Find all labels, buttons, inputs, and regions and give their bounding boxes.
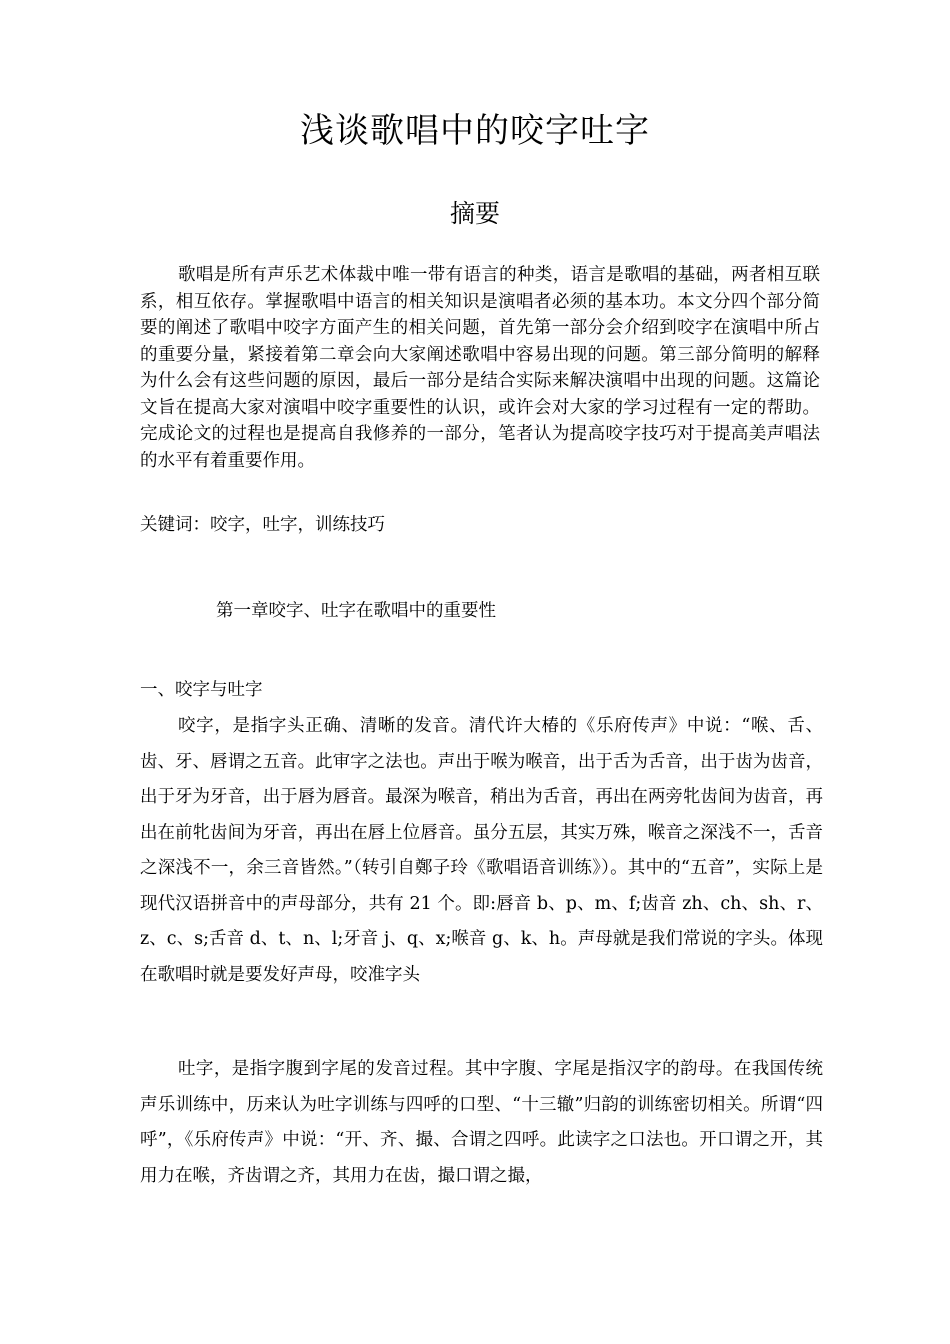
chapter-title: 第一章咬字、吐字在歌唱中的重要性 [216,601,496,621]
abstract-text: 歌唱是所有声乐艺术体裁中唯一带有语言的种类，语言是歌唱的基础，两者相互联系，相互依存。掌握歌唱中语言的相关知识是演唱者必须的基本功。本文分四个部分简要的阐述了歌唱中咬字方面产生的相关问题，首先第一部分会介绍到咬字在演唱中所占的重要分量，紧接着第二章会向大家阐述歌唱中容易出现的问题。第三部分简明的解释为什么会有这些问题的原因，最后一部分是结合实际来解决演唱中出现的问题。这篇论文旨在提高大家对演唱中咬字重要性的认识，或许会对大家的学习过程有一定的帮助。完成论文的过程也是提高自我修养的一部分，笔者认为提高咬字技巧对于提高美声唱法的水平有着重要作用。 [140,265,820,471]
keywords: 关键词：咬字，吐字，训练技巧 [140,515,385,535]
body-paragraph-2: 吐字，是指字腹到字尾的发音过程。其中字腹、字尾是指汉字的韵母。在我国传统声乐训练中，历来认为吐字训练与四呼的口型、“十三辙”归韵的训练密切相关。所谓“四呼”，《乐府传声》中说：“开、齐、撮、合谓之四呼。此读字之口法也。开口谓之开，其用力在喉，齐齿谓之齐，其用力在齿，撮口谓之撮， [140,1059,823,1186]
body-paragraph-1: 咬字，是指字头正确、清晰的发音。清代许大椿的《乐府传声》中说：“喉、舌、齿、牙、唇谓之五音。此审字之法也。声出于喉为喉音，出于舌为舌音，出于齿为齿音，出于牙为牙音，出于唇为唇音。最深为喉音，稍出为舌音，再出在两旁牝齿间为齿音，再出在前牝齿间为牙音，再出在唇上位唇音。虽分五层，其实万殊，喉音之深浅不一，舌音之深浅不一，余三音皆然。”（转引自鄭子玲《歌唱语音训练》）。其中的“五音”，实际上是现代汉语拼音中的声母部分，共有 21 个。即:唇音 b、p、m、f;齿音 zh、ch、sh、r、z、c、s;舌音 d、t、n、l;牙音 j、q、x;喉音 g、k、h。声母就是我们常说的字头。体现在歌唱时就是要发好声母，咬准字头 [140,716,823,985]
section-title: 一、咬字与吐字 [140,680,263,700]
abstract-heading: 摘要 [449,199,500,228]
document-title: 浅谈歌唱中的咬字吐字 [300,111,650,151]
